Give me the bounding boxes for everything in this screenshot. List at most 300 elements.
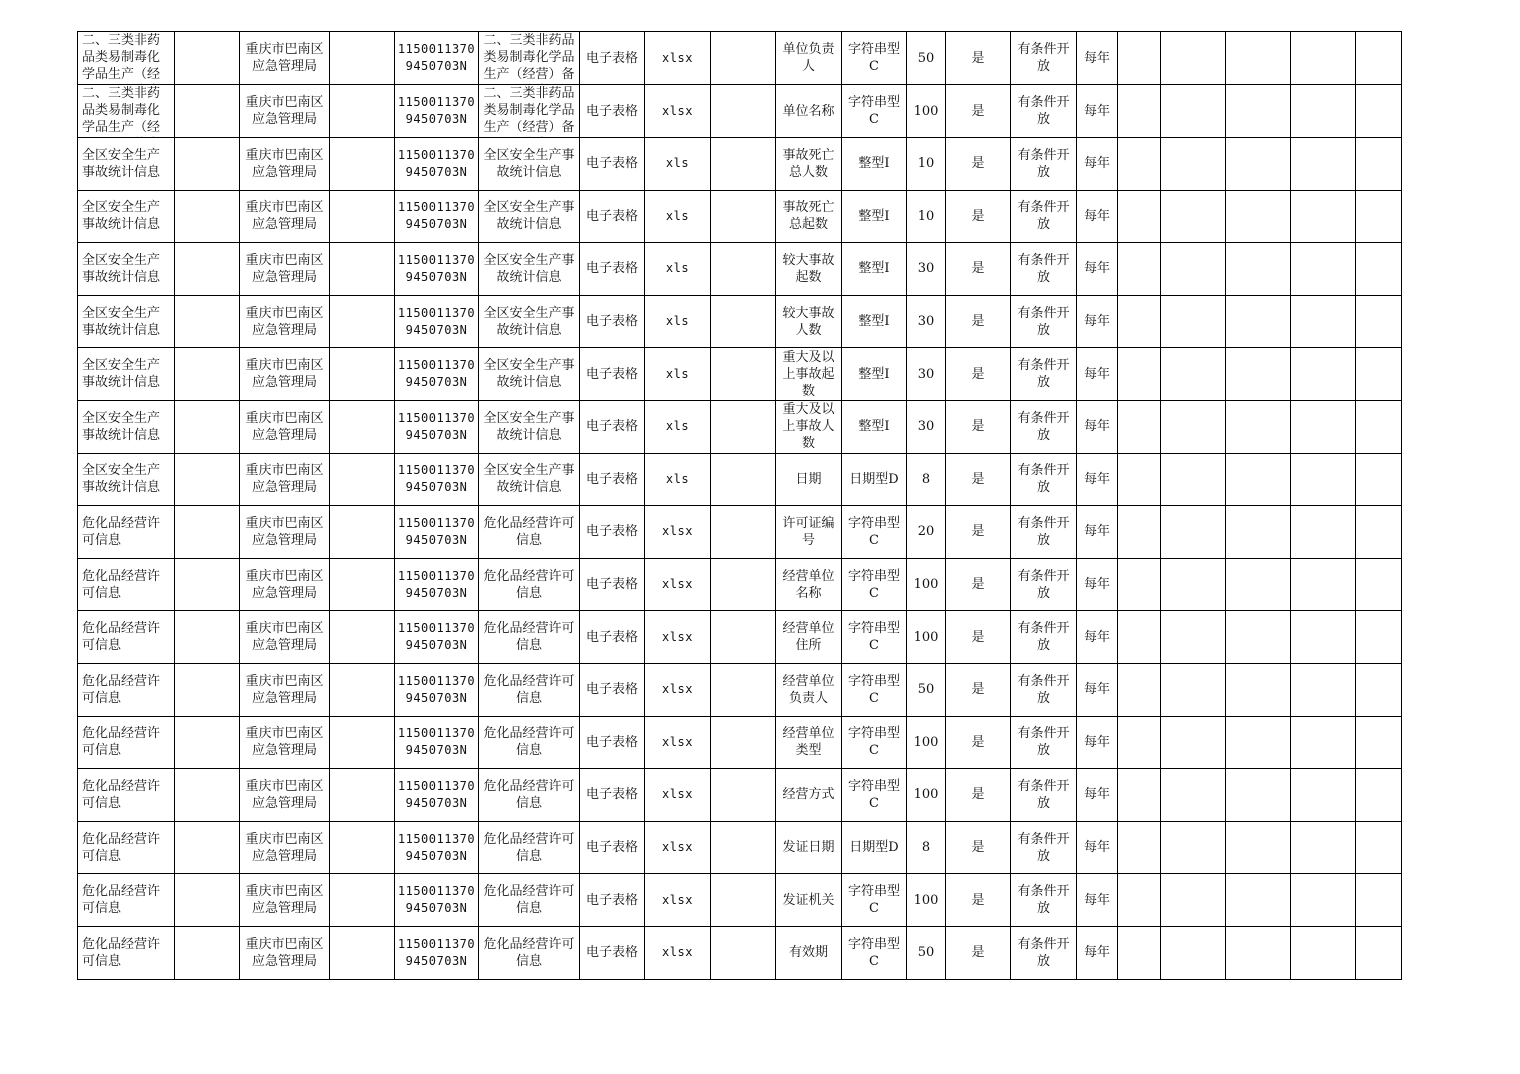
cell-provider-dept xyxy=(240,453,330,506)
cell-text: 是 xyxy=(971,892,985,908)
cell-col-blank-1 xyxy=(175,769,240,822)
cell-text: 全区安全生产事故统计信息 xyxy=(483,305,575,338)
cell-provider-dept xyxy=(240,295,330,348)
cell-text: xlsx xyxy=(662,577,693,592)
cell-text: 8 xyxy=(921,840,931,856)
cell-resource-name xyxy=(78,453,175,506)
cell-col-blank-7 xyxy=(1291,506,1356,559)
cell-col-blank-6 xyxy=(1226,85,1291,138)
cell-provider-dept xyxy=(240,716,330,769)
cell-col-blank-8 xyxy=(1356,295,1402,348)
cell-share-type xyxy=(1011,558,1077,611)
table-row xyxy=(78,558,1402,611)
cell-text: xlsx xyxy=(662,50,693,65)
cell-field-name xyxy=(776,190,842,243)
cell-resource-name xyxy=(78,243,175,296)
cell-text: xlsx xyxy=(662,840,693,855)
cell-text: xls xyxy=(665,314,690,329)
cell-col-blank-4 xyxy=(1118,663,1161,716)
cell-col-blank-3 xyxy=(711,663,776,716)
cell-text: 电子表格 xyxy=(585,366,638,382)
cell-update-cycle xyxy=(1077,821,1118,874)
cell-resource-name xyxy=(78,190,175,243)
cell-field-name xyxy=(776,348,842,401)
cell-resource-format xyxy=(580,611,645,664)
cell-required-flag xyxy=(946,716,1011,769)
cell-text: 有效期 xyxy=(788,945,828,961)
cell-provider-dept xyxy=(240,400,330,453)
cell-text: 整型I xyxy=(858,208,890,224)
cell-text: 是 xyxy=(971,208,985,224)
cell-text: 事故死亡总人数 xyxy=(782,147,835,180)
cell-data-type xyxy=(842,874,907,927)
cell-col-blank-2 xyxy=(330,506,395,559)
cell-share-type xyxy=(1011,138,1077,191)
cell-col-blank-6 xyxy=(1226,32,1291,85)
cell-field-length xyxy=(907,400,946,453)
cell-text: 有条件开放 xyxy=(1017,305,1070,338)
table-row xyxy=(78,453,1402,506)
cell-text: 11500113709450703N xyxy=(397,358,476,390)
cell-text: 危化品经营许可信息 xyxy=(483,884,575,917)
cell-text: 11500113709450703N xyxy=(397,515,476,547)
cell-text: 全区安全生产事故统计信息 xyxy=(82,252,161,285)
cell-col-blank-6 xyxy=(1226,926,1291,979)
cell-text: 每年 xyxy=(1083,840,1110,856)
cell-col-blank-1 xyxy=(175,190,240,243)
cell-text: 11500113709450703N xyxy=(397,410,476,442)
cell-text: xlsx xyxy=(662,945,693,960)
cell-resource-format xyxy=(580,821,645,874)
cell-col-blank-5 xyxy=(1161,348,1226,401)
cell-share-type xyxy=(1011,32,1077,85)
cell-col-blank-2 xyxy=(330,926,395,979)
cell-text: 每年 xyxy=(1083,419,1110,435)
cell-resource-name xyxy=(78,506,175,559)
cell-update-cycle xyxy=(1077,190,1118,243)
cell-share-type xyxy=(1011,243,1077,296)
cell-data-type xyxy=(842,611,907,664)
cell-required-flag xyxy=(946,558,1011,611)
cell-col-blank-7 xyxy=(1291,348,1356,401)
cell-col-blank-4 xyxy=(1118,138,1161,191)
cell-text: 每年 xyxy=(1083,50,1110,66)
cell-col-blank-2 xyxy=(330,874,395,927)
cell-col-blank-7 xyxy=(1291,138,1356,191)
cell-text: 重庆市巴南区应急管理局 xyxy=(245,778,324,811)
cell-text: 50 xyxy=(917,945,935,961)
cell-info-item-resource xyxy=(479,769,580,822)
cell-text: 重庆市巴南区应急管理局 xyxy=(245,305,324,338)
cell-field-name xyxy=(776,558,842,611)
cell-file-ext xyxy=(645,32,711,85)
cell-text: 重庆市巴南区应急管理局 xyxy=(245,252,324,285)
cell-resource-name xyxy=(78,821,175,874)
cell-col-blank-1 xyxy=(175,295,240,348)
cell-text: 重庆市巴南区应急管理局 xyxy=(245,936,324,969)
cell-text: 重大及以上事故起数 xyxy=(782,349,835,399)
cell-col-blank-1 xyxy=(175,32,240,85)
cell-update-cycle xyxy=(1077,138,1118,191)
cell-required-flag xyxy=(946,874,1011,927)
cell-col-blank-2 xyxy=(330,716,395,769)
cell-resource-format xyxy=(580,663,645,716)
cell-text: 电子表格 xyxy=(585,734,638,750)
cell-text: 有条件开放 xyxy=(1017,463,1070,496)
cell-col-blank-8 xyxy=(1356,821,1402,874)
cell-text: 50 xyxy=(917,682,935,698)
cell-text: 重庆市巴南区应急管理局 xyxy=(245,358,324,391)
cell-col-blank-5 xyxy=(1161,190,1226,243)
table-row xyxy=(78,32,1402,85)
cell-col-blank-5 xyxy=(1161,453,1226,506)
cell-text: 11500113709450703N xyxy=(397,936,476,968)
cell-text: 是 xyxy=(971,50,985,66)
cell-text: 电子表格 xyxy=(585,156,638,172)
cell-update-cycle xyxy=(1077,295,1118,348)
cell-col-blank-1 xyxy=(175,716,240,769)
cell-info-item-resource xyxy=(479,926,580,979)
cell-text: 每年 xyxy=(1083,156,1110,172)
cell-text: xlsx xyxy=(662,734,693,749)
cell-info-item-resource xyxy=(479,32,580,85)
cell-provider-dept xyxy=(240,32,330,85)
cell-update-cycle xyxy=(1077,453,1118,506)
cell-col-blank-7 xyxy=(1291,821,1356,874)
cell-text: 每年 xyxy=(1083,734,1110,750)
cell-col-blank-7 xyxy=(1291,453,1356,506)
cell-col-blank-5 xyxy=(1161,32,1226,85)
cell-share-type xyxy=(1011,506,1077,559)
cell-provider-dept xyxy=(240,190,330,243)
cell-credit-code xyxy=(395,348,479,401)
cell-col-blank-6 xyxy=(1226,663,1291,716)
cell-text: 每年 xyxy=(1083,945,1110,961)
cell-text: 全区安全生产事故统计信息 xyxy=(483,358,575,391)
cell-text: 8 xyxy=(921,471,931,487)
cell-resource-format xyxy=(580,769,645,822)
cell-text: 二、三类非药品类易制毒化学品生产（经营）备 xyxy=(483,86,575,135)
cell-resource-format xyxy=(580,295,645,348)
cell-text: 11500113709450703N xyxy=(397,95,476,126)
cell-col-blank-1 xyxy=(175,821,240,874)
cell-file-ext xyxy=(645,926,711,979)
cell-resource-name xyxy=(78,138,175,191)
cell-info-item-resource xyxy=(479,453,580,506)
cell-file-ext xyxy=(645,558,711,611)
cell-provider-dept xyxy=(240,663,330,716)
table-row xyxy=(78,400,1402,453)
cell-col-blank-3 xyxy=(711,558,776,611)
cell-text: 危化品经营许可信息 xyxy=(483,515,575,548)
cell-resource-name xyxy=(78,874,175,927)
cell-text: 11500113709450703N xyxy=(397,778,476,810)
cell-update-cycle xyxy=(1077,85,1118,138)
cell-text: 有条件开放 xyxy=(1017,568,1070,601)
cell-resource-name xyxy=(78,926,175,979)
cell-col-blank-8 xyxy=(1356,85,1402,138)
cell-text: 是 xyxy=(971,103,985,119)
cell-resource-name xyxy=(78,32,175,85)
cell-col-blank-5 xyxy=(1161,611,1226,664)
cell-text: 电子表格 xyxy=(585,314,638,330)
cell-field-length xyxy=(907,611,946,664)
cell-resource-name xyxy=(78,558,175,611)
cell-text: 11500113709450703N xyxy=(397,463,476,495)
cell-text: 电子表格 xyxy=(585,682,638,698)
cell-data-type xyxy=(842,400,907,453)
cell-resource-name xyxy=(78,663,175,716)
cell-col-blank-6 xyxy=(1226,769,1291,822)
cell-col-blank-3 xyxy=(711,400,776,453)
cell-col-blank-5 xyxy=(1161,769,1226,822)
cell-col-blank-4 xyxy=(1118,453,1161,506)
cell-col-blank-3 xyxy=(711,295,776,348)
table-row xyxy=(78,926,1402,979)
cell-required-flag xyxy=(946,611,1011,664)
cell-text: 有条件开放 xyxy=(1017,252,1070,285)
cell-text: 危化品经营许可信息 xyxy=(82,673,161,706)
cell-text: 经营单位负责人 xyxy=(782,673,835,706)
cell-text: 每年 xyxy=(1083,577,1110,593)
cell-text: 单位负责人 xyxy=(782,42,835,74)
cell-text: 事故死亡总起数 xyxy=(782,200,835,233)
cell-col-blank-3 xyxy=(711,32,776,85)
cell-text: 经营单位名称 xyxy=(782,568,835,601)
cell-col-blank-4 xyxy=(1118,85,1161,138)
cell-col-blank-4 xyxy=(1118,295,1161,348)
cell-col-blank-7 xyxy=(1291,85,1356,138)
cell-col-blank-4 xyxy=(1118,821,1161,874)
cell-text: 有条件开放 xyxy=(1017,621,1070,654)
cell-resource-format xyxy=(580,400,645,453)
cell-required-flag xyxy=(946,295,1011,348)
cell-text: 电子表格 xyxy=(585,787,638,803)
cell-col-blank-4 xyxy=(1118,32,1161,85)
cell-credit-code xyxy=(395,506,479,559)
cell-text: 字符串型C xyxy=(847,42,900,74)
cell-field-length xyxy=(907,558,946,611)
cell-field-name xyxy=(776,663,842,716)
cell-file-ext xyxy=(645,716,711,769)
cell-update-cycle xyxy=(1077,32,1118,85)
cell-col-blank-5 xyxy=(1161,85,1226,138)
cell-info-item-resource xyxy=(479,716,580,769)
table-row xyxy=(78,821,1402,874)
cell-text: 日期型D xyxy=(849,471,899,487)
cell-data-type xyxy=(842,769,907,822)
cell-credit-code xyxy=(395,190,479,243)
cell-share-type xyxy=(1011,400,1077,453)
cell-col-blank-4 xyxy=(1118,243,1161,296)
cell-text: 字符串型C xyxy=(847,778,900,811)
cell-text: 有条件开放 xyxy=(1017,200,1070,233)
cell-text: 有条件开放 xyxy=(1017,936,1070,969)
cell-required-flag xyxy=(946,506,1011,559)
cell-update-cycle xyxy=(1077,506,1118,559)
cell-text: 11500113709450703N xyxy=(397,884,476,916)
cell-provider-dept xyxy=(240,243,330,296)
cell-resource-name xyxy=(78,611,175,664)
cell-text: 100 xyxy=(913,629,939,645)
cell-text: 是 xyxy=(971,734,985,750)
cell-resource-name xyxy=(78,85,175,138)
cell-text: 有条件开放 xyxy=(1017,358,1070,391)
cell-col-blank-8 xyxy=(1356,558,1402,611)
cell-text: 是 xyxy=(971,261,985,277)
cell-text: 字符串型C xyxy=(847,621,900,654)
cell-text: 每年 xyxy=(1083,471,1110,487)
cell-text: xlsx xyxy=(662,892,693,907)
cell-text: 整型I xyxy=(858,419,890,435)
cell-update-cycle xyxy=(1077,874,1118,927)
table-row xyxy=(78,769,1402,822)
cell-share-type xyxy=(1011,663,1077,716)
cell-field-length xyxy=(907,821,946,874)
cell-field-name xyxy=(776,32,842,85)
cell-text: 是 xyxy=(971,682,985,698)
cell-text: 11500113709450703N xyxy=(397,305,476,337)
cell-text: 是 xyxy=(971,840,985,856)
cell-col-blank-2 xyxy=(330,400,395,453)
cell-text: 电子表格 xyxy=(585,103,638,119)
cell-col-blank-8 xyxy=(1356,716,1402,769)
cell-text: 危化品经营许可信息 xyxy=(82,726,161,759)
cell-share-type xyxy=(1011,611,1077,664)
cell-text: 单位名称 xyxy=(782,103,835,119)
cell-field-name xyxy=(776,821,842,874)
cell-data-type xyxy=(842,926,907,979)
cell-text: xls xyxy=(665,471,690,486)
cell-col-blank-2 xyxy=(330,663,395,716)
cell-credit-code xyxy=(395,716,479,769)
cell-text: 危化品经营许可信息 xyxy=(82,515,161,548)
cell-text: xls xyxy=(665,419,690,434)
cell-field-name xyxy=(776,874,842,927)
cell-file-ext xyxy=(645,400,711,453)
cell-field-name xyxy=(776,243,842,296)
cell-info-item-resource xyxy=(479,400,580,453)
cell-resource-format xyxy=(580,190,645,243)
cell-resource-name xyxy=(78,769,175,822)
cell-field-length xyxy=(907,138,946,191)
cell-col-blank-1 xyxy=(175,138,240,191)
cell-col-blank-8 xyxy=(1356,769,1402,822)
cell-text: 重庆市巴南区应急管理局 xyxy=(245,831,324,864)
cell-col-blank-8 xyxy=(1356,926,1402,979)
cell-provider-dept xyxy=(240,821,330,874)
cell-resource-format xyxy=(580,926,645,979)
cell-col-blank-2 xyxy=(330,295,395,348)
cell-text: 全区安全生产事故统计信息 xyxy=(483,200,575,233)
cell-col-blank-1 xyxy=(175,348,240,401)
cell-text: 有条件开放 xyxy=(1017,410,1070,443)
cell-text: 全区安全生产事故统计信息 xyxy=(82,463,161,496)
cell-text: 是 xyxy=(971,471,985,487)
cell-text: 是 xyxy=(971,156,985,172)
cell-field-name xyxy=(776,295,842,348)
cell-text: 有条件开放 xyxy=(1017,726,1070,759)
cell-text: 较大事故人数 xyxy=(782,305,835,338)
cell-col-blank-6 xyxy=(1226,821,1291,874)
cell-text: 危化品经营许可信息 xyxy=(483,778,575,811)
cell-col-blank-8 xyxy=(1356,348,1402,401)
cell-text: 电子表格 xyxy=(585,419,638,435)
cell-col-blank-1 xyxy=(175,453,240,506)
cell-credit-code xyxy=(395,558,479,611)
cell-text: 是 xyxy=(971,366,985,382)
cell-col-blank-8 xyxy=(1356,243,1402,296)
cell-credit-code xyxy=(395,926,479,979)
table-row xyxy=(78,85,1402,138)
cell-update-cycle xyxy=(1077,243,1118,296)
cell-text: 危化品经营许可信息 xyxy=(483,621,575,654)
cell-resource-format xyxy=(580,453,645,506)
cell-file-ext xyxy=(645,663,711,716)
cell-text: 重庆市巴南区应急管理局 xyxy=(245,515,324,548)
cell-data-type xyxy=(842,138,907,191)
cell-data-type xyxy=(842,85,907,138)
cell-provider-dept xyxy=(240,348,330,401)
cell-text: 字符串型C xyxy=(847,884,900,917)
cell-text: 日期 xyxy=(795,471,822,487)
cell-resource-format xyxy=(580,506,645,559)
cell-resource-format xyxy=(580,874,645,927)
cell-col-blank-1 xyxy=(175,558,240,611)
cell-field-name xyxy=(776,716,842,769)
cell-text: 重庆市巴南区应急管理局 xyxy=(245,726,324,759)
cell-info-item-resource xyxy=(479,243,580,296)
cell-text: 危化品经营许可信息 xyxy=(483,936,575,969)
cell-file-ext xyxy=(645,85,711,138)
table-row xyxy=(78,874,1402,927)
cell-col-blank-5 xyxy=(1161,295,1226,348)
cell-col-blank-6 xyxy=(1226,138,1291,191)
cell-col-blank-2 xyxy=(330,348,395,401)
cell-col-blank-6 xyxy=(1226,348,1291,401)
cell-text: 危化品经营许可信息 xyxy=(82,831,161,864)
cell-required-flag xyxy=(946,348,1011,401)
cell-credit-code xyxy=(395,138,479,191)
cell-file-ext xyxy=(645,138,711,191)
cell-text: 11500113709450703N xyxy=(397,42,476,73)
cell-field-length xyxy=(907,769,946,822)
cell-provider-dept xyxy=(240,769,330,822)
table-row xyxy=(78,138,1402,191)
cell-col-blank-4 xyxy=(1118,611,1161,664)
cell-col-blank-4 xyxy=(1118,506,1161,559)
cell-col-blank-8 xyxy=(1356,453,1402,506)
cell-text: 是 xyxy=(971,787,985,803)
cell-text: 有条件开放 xyxy=(1017,147,1070,180)
cell-text: 整型I xyxy=(858,156,890,172)
cell-text: 二、三类非药品类易制毒化学品生产（经 xyxy=(82,33,161,82)
cell-required-flag xyxy=(946,821,1011,874)
cell-col-blank-8 xyxy=(1356,400,1402,453)
cell-col-blank-5 xyxy=(1161,243,1226,296)
cell-col-blank-2 xyxy=(330,769,395,822)
cell-credit-code xyxy=(395,400,479,453)
cell-file-ext xyxy=(645,295,711,348)
cell-text: 重庆市巴南区应急管理局 xyxy=(245,673,324,706)
cell-col-blank-2 xyxy=(330,32,395,85)
cell-text: 有条件开放 xyxy=(1017,95,1070,127)
cell-provider-dept xyxy=(240,926,330,979)
cell-data-type xyxy=(842,243,907,296)
cell-data-type xyxy=(842,716,907,769)
cell-text: 30 xyxy=(917,419,935,435)
table-row xyxy=(78,295,1402,348)
